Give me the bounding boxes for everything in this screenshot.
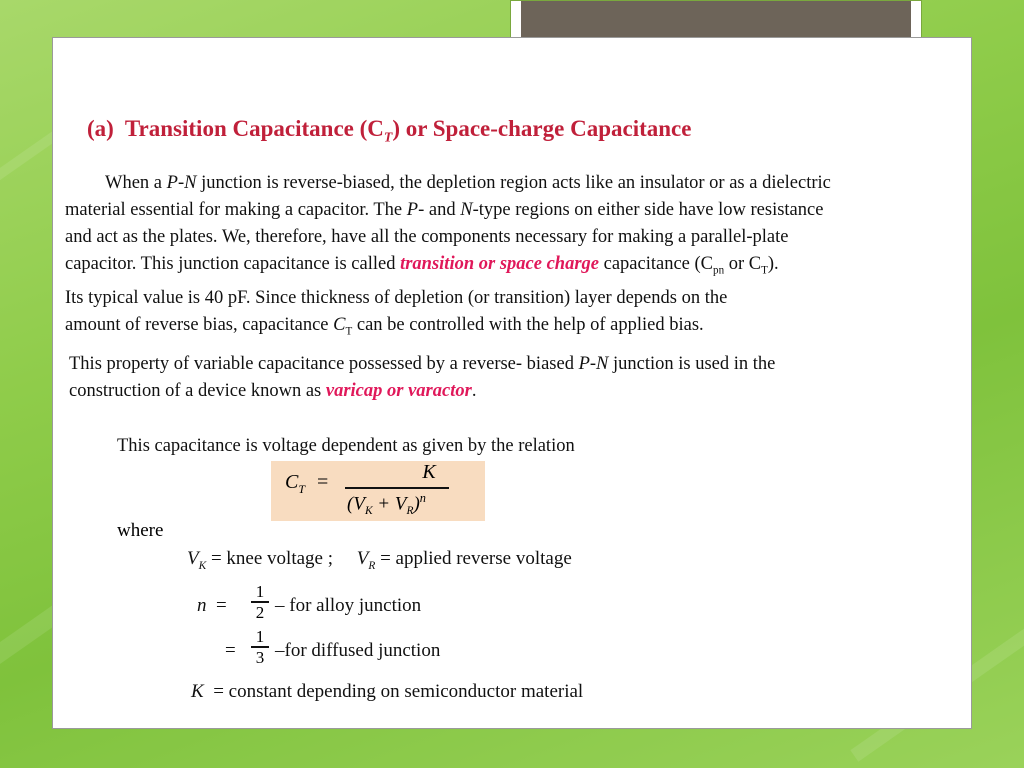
formula-denominator: [347, 491, 457, 517]
p2-text: junction is used in the: [608, 354, 776, 374]
third-equals: =: [225, 640, 236, 661]
alloy-junction-text: – for alloy junction: [275, 595, 422, 616]
p1-sub: T: [345, 325, 353, 338]
vk-text: = knee voltage ;: [206, 548, 334, 569]
highlight-term: transition or space charge: [400, 254, 599, 274]
heading-prefix: (a): [87, 116, 114, 141]
n-symbol: n: [197, 595, 207, 616]
p1-text: and act as the plates. We, therefore, have all the components necessary for making a parallel-plate: [65, 227, 789, 247]
den-part: (V: [347, 493, 365, 515]
p1-sub: pn: [713, 264, 725, 277]
p2-text: P-N: [578, 354, 609, 374]
den-sub: K: [364, 505, 373, 518]
half-denominator: 2: [255, 602, 265, 622]
paragraph-2: [69, 351, 949, 405]
vr-text: = applied reverse voltage: [375, 548, 572, 569]
p1-text: -type regions on either side have low resistance: [472, 200, 824, 220]
p1-text: Its typical value is 40 pF. Since thickness of depletion (or transition) layer depends on the: [65, 287, 728, 308]
vr-symbol: V: [356, 548, 369, 569]
formula-equals: =: [317, 471, 329, 493]
p1-text: ).: [767, 254, 779, 274]
third-denominator: 3: [255, 647, 265, 667]
def-n-symbol: [197, 595, 227, 617]
where-label: where: [117, 520, 164, 541]
vr-sub: R: [368, 559, 376, 572]
p1-text: N: [460, 200, 473, 220]
p2-text: .: [471, 381, 477, 401]
heading-text2: ) or Space-charge Capacitance: [392, 116, 692, 141]
paragraph-1: [65, 170, 953, 345]
p1-sub: T: [761, 264, 768, 277]
formula-lhs-sub: T: [298, 482, 306, 496]
half-numerator: 1: [255, 582, 265, 601]
p1-text: - and: [418, 200, 461, 220]
k-text: = constant depending on semiconductor material: [213, 681, 584, 702]
p1-text: material essential for making a capacitor. The: [65, 200, 407, 220]
p1-text: C: [333, 314, 346, 335]
heading-sub: T: [383, 129, 393, 145]
den-part: + V: [372, 493, 407, 515]
diffused-junction-text: –for diffused junction: [275, 640, 441, 661]
heading-text: Transition Capacitance (C: [124, 116, 384, 141]
p1-text: amount of reverse bias, capacitance: [65, 314, 334, 335]
formula-lhs: [285, 471, 305, 497]
p1-text: When a: [105, 173, 167, 193]
k-symbol: K: [191, 681, 204, 702]
fraction-half: [251, 583, 269, 621]
formula-numerator: K: [422, 461, 436, 483]
den-exponent: n: [419, 491, 426, 505]
p2-text: construction of a device known as: [69, 381, 326, 401]
slide-content: [52, 37, 972, 729]
p1-text: capacitance (C: [599, 254, 714, 274]
def-k: [191, 681, 583, 703]
p1-text: can be controlled with the help of applied bias.: [352, 314, 704, 335]
vk-symbol: V: [187, 548, 199, 569]
vk-sub: K: [198, 559, 207, 572]
p1-text: P-N: [166, 173, 197, 193]
capacitance-formula: [271, 461, 485, 521]
p1-text: P: [406, 200, 419, 220]
formula-fraction-bar: [345, 487, 449, 489]
formula-lhs-symbol: C: [285, 471, 299, 493]
p1-text: junction is reverse-biased, the depletion region acts like an insulator or as a dielectric: [196, 173, 831, 193]
den-part: ): [413, 493, 420, 515]
n-equals: =: [216, 595, 227, 616]
third-numerator: 1: [255, 627, 265, 646]
def-voltages: [187, 548, 572, 572]
relation-intro: This capacitance is voltage dependent as given by the relation: [117, 436, 575, 456]
highlight-term: varicap or varactor: [325, 381, 472, 401]
p2-text: This property of variable capacitance possessed by a reverse- biased: [69, 354, 579, 374]
section-heading: [87, 116, 691, 146]
p1-text: capacitor. This junction capacitance is called: [65, 254, 401, 274]
p1-text: or C: [724, 254, 762, 274]
fraction-third: [251, 628, 269, 666]
den-sub: R: [406, 505, 414, 518]
